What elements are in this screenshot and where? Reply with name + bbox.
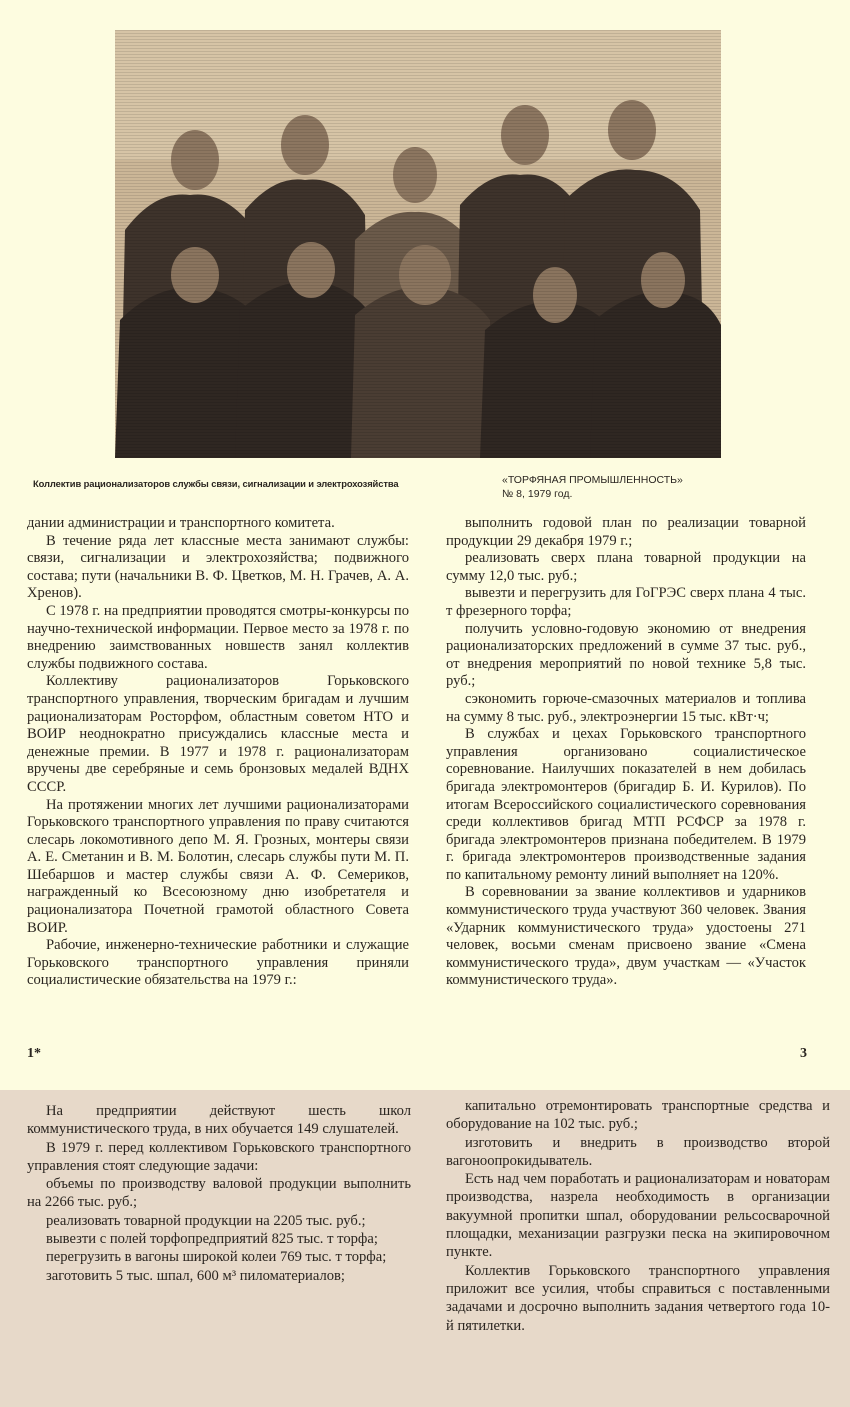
paragraph: объемы по производству валовой продукции выполнить на 2266 тыс. руб.;: [27, 1176, 411, 1211]
top-left-column: [27, 515, 409, 990]
paragraph: дании администрации и транспортного комитета.: [27, 515, 335, 531]
paragraph: реализовать сверх плана товарной продукции на сумму 12,0 тыс. руб.;: [446, 550, 806, 584]
paragraph: На протяжении многих лет лучшими рационализаторами Горьковского транспортного управления по праву считаются слесарь локомотивного депо М. Я. Грозных, монтеры связи А. Е. Сметанин и В. М. Болотин, слесарь службы пути М. П. Шебаршов и мастер службы связи А. Ф. Семериков, награжденный ко Всесоюзному дню изобретателя и рационализатора Почетной грамотой областного Совета ВОИР.: [27, 796, 409, 936]
top-right-column: [446, 515, 806, 990]
paragraph: вывезти и перегрузить для ГоГРЭС сверх плана 4 тыс. т фрезерного торфа;: [446, 585, 806, 619]
source-info: [502, 473, 683, 501]
journal-name: «ТОРФЯНАЯ ПРОМЫШЛЕННОСТЬ»: [502, 474, 683, 486]
paragraph: заготовить 5 тыс. шпал, 600 м³ пиломатериалов;: [45, 1267, 345, 1284]
paragraph: С 1978 г. на предприятии проводятся смотры-конкурсы по научно-технической информации. Первое место за 1978 г. по внедрению заимствованных новшеств занял коллектив службы подвижного состава.: [27, 602, 409, 672]
bottom-right-column: [446, 1097, 830, 1335]
photo-caption: Коллектив рационализаторов службы связи, сигнализации и электрохозяйства: [33, 478, 399, 489]
paragraph: вывезти с полей торфопредприятий 825 тыс. т торфа;: [45, 1231, 378, 1248]
paragraph: выполнить годовой план по реализации товарной продукции 29 декабря 1979 г.;: [446, 515, 806, 549]
paragraph: В службах и цехах Горьковского транспортного управления организовано социалистическое соревнование. Наилучших показателей в нем добилась бригада электромонтеров (бригадир Б. И. Курилов). По итогам Всероссийского социалистического соревнования среди коллективов бригад МТП РСФСР за 1978 г. бригада электромонтеров признана победителем. В 1979 г. бригада электромонтеров производственные задания по капитальному ремонту линий выполняет на 120%.: [446, 726, 806, 883]
paragraph: перегрузить в вагоны широкой колеи 769 тыс. т торфа;: [45, 1249, 387, 1266]
group-photo-illustration: [115, 30, 721, 458]
paragraph: Коллективу рационализаторов Горьковского транспортного управления, творческим бригадам и лучшим рационализаторам Росторфом, областным советом НТО и ВОИР неоднократно присуждались классные места и денежные премии. В 1977 и 1978 г. рационализаторам вручены две серебряные и семь бронзовых медалей ВДНХ СССР.: [27, 673, 409, 795]
paragraph: изготовить и внедрить в производство второй вагоноопрокидыватель.: [446, 1134, 830, 1169]
journal-issue: № 8, 1979 год.: [502, 488, 573, 500]
paragraph: В соревновании за звание коллективов и ударников коммунистического труда участвуют 360 человек. Звания «Ударник коммунистического труда» удостоены 271 человек, восьми сменам присвоено звание «Смена коммунистического труда», двум участкам — «Участок коммунистического труда».: [446, 884, 806, 989]
paragraph: капитально отремонтировать транспортные средства и оборудование на 102 тыс. руб.;: [446, 1098, 830, 1133]
page-number-right: 3: [800, 1046, 807, 1061]
paragraph: сэкономить горюче-смазочных материалов и топлива на сумму 8 тыс. руб., электроэнергии 15 тыс. кВт·ч;: [446, 690, 806, 725]
paragraph: На предприятии действуют шесть школ коммунистического труда, в них обучается 149 слушателей.: [27, 1103, 411, 1138]
page-number-left: 1*: [27, 1046, 41, 1061]
paragraph: В течение ряда лет классные места занимают службы: связи, сигнализации и электрохозяйства; подвижного состава; пути (начальники В. Ф. Цветков, М. Н. Грачев, А. А. Хренов).: [27, 532, 409, 602]
paragraph: В 1979 г. перед коллективом Горьковского транспортного управления стоят следующие задачи:: [27, 1139, 411, 1174]
paragraph: Есть над чем поработать и рационализаторам и новаторам производства, назрела необходимость в организации вакуумной пропитки шпал, оборудовании рельсосварочной площадки, механизации разгрузки песка на экипировочном пункте.: [446, 1171, 830, 1261]
paragraph: получить условно-годовую экономию от внедрения рационализаторских предложений в сумме 37 тыс. руб., от внедрения мероприятий по новой технике 5,8 тыс. руб.;: [446, 620, 806, 690]
paragraph: реализовать товарной продукции на 2205 тыс. руб.;: [45, 1212, 366, 1229]
group-photo: [115, 30, 721, 458]
bottom-left-column: [27, 1102, 411, 1285]
paragraph: Коллектив Горьковского транспортного управления приложит все усилия, чтобы справиться с поставленными задачами и досрочно выполнить задания четвертого года 10-й пятилетки.: [446, 1262, 830, 1334]
paragraph: Рабочие, инженерно-технические работники и служащие Горьковского транспортного управления приняли социалистические обязательства на 1979 г.:: [27, 937, 409, 989]
